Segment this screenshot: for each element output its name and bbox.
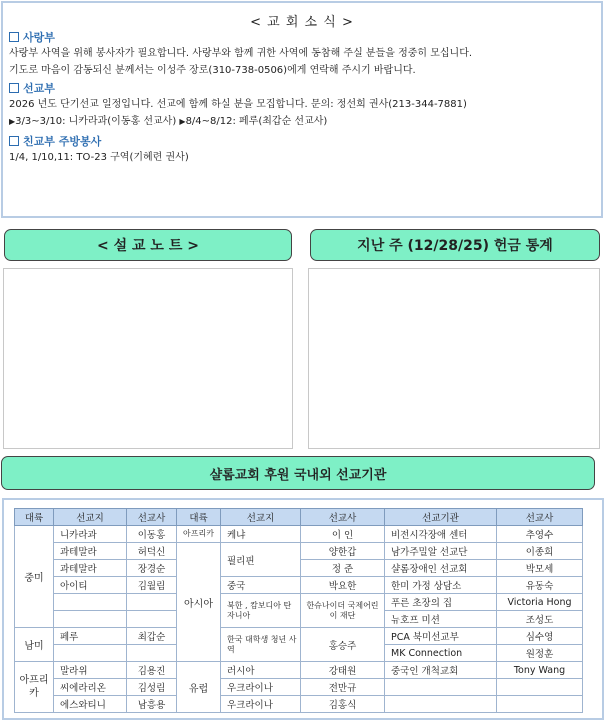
missionary: 원정훈 <box>497 645 583 662</box>
mission-field: 페루 <box>54 628 127 645</box>
missionary: 최갑순 <box>127 628 177 645</box>
table-row <box>15 679 583 696</box>
table-row <box>15 543 583 560</box>
mission-org: 뉴호프 미션 <box>385 611 497 628</box>
table-row <box>15 696 583 713</box>
mission-org: MK Connection <box>385 645 497 662</box>
missionary: 유동숙 <box>497 577 583 594</box>
mission-org: 남가주밀알 선교단 <box>385 543 497 560</box>
section-heading: 사랑부 <box>23 31 55 44</box>
mission-org: 샬롬장애인 선교회 <box>385 560 497 577</box>
missionary: 조성도 <box>497 611 583 628</box>
mission-org <box>385 679 497 696</box>
missionary: 이동홍 <box>127 526 177 543</box>
church-news-title: < 교 회 소 식 > <box>250 15 354 30</box>
mission-org: PCA 북미선교부 <box>385 628 497 645</box>
missionary: Tony Wang <box>497 662 583 679</box>
column-header: 선교지 <box>54 509 127 526</box>
missionary: 강태원 <box>301 662 385 679</box>
missionary: 심수영 <box>497 628 583 645</box>
region-cell: 중미 <box>15 526 54 628</box>
table-row <box>15 662 583 679</box>
missionary <box>127 611 177 628</box>
missionary: 이종희 <box>497 543 583 560</box>
news-line: 2026 년도 단기선교 일정입니다. 선교에 함께 하실 분을 모집합니다. 문의: 정선희 권사(213-344-7881) <box>9 99 467 110</box>
table-row <box>15 577 583 594</box>
mission-field <box>54 645 127 662</box>
column-header: 선교사 <box>497 509 583 526</box>
missionary: 김홍식 <box>301 696 385 713</box>
mission-field: 중국 <box>221 577 301 594</box>
mission-field: 우크라이나 <box>221 679 301 696</box>
missionary: 추영수 <box>497 526 583 543</box>
mission-org: 푸른 초장의 집 <box>385 594 497 611</box>
missions-table <box>14 508 583 713</box>
missionary: 허덕신 <box>127 543 177 560</box>
missionary: 박요한 <box>301 577 385 594</box>
missionary: 이 인 <box>301 526 385 543</box>
missionary: 한슈나이더 국제어린이 재단 <box>301 594 385 628</box>
section-heading: 선교부 <box>23 82 55 95</box>
mission-field: 과테말라 <box>54 560 127 577</box>
mission-org <box>385 696 497 713</box>
mission-field: 씨에라리온 <box>54 679 127 696</box>
column-header: 선교지 <box>221 509 301 526</box>
offering-stats-header: 지난 주 (12/28/25) 헌금 통계 <box>310 229 600 261</box>
missionary <box>497 679 583 696</box>
section-fellowship <box>9 133 189 166</box>
missionary <box>127 645 177 662</box>
table-row <box>15 526 583 543</box>
column-header: 선교사 <box>127 509 177 526</box>
news-line: 사랑부 사역을 위해 봉사자가 필요합니다. 사랑부와 함께 귀한 사역에 동참해 주실 분들을 정중히 모십니다. <box>9 48 473 59</box>
mission-field: 한국 대학생 청년 사역 <box>221 628 301 662</box>
mission-field: 북한 , 캄보디아 탄자니아 <box>221 594 301 628</box>
region-cell: 아프리카 <box>15 662 54 713</box>
mission-org: 비전시각장애 센터 <box>385 526 497 543</box>
checkbox-square-icon <box>9 32 19 42</box>
mission-field <box>54 594 127 611</box>
missionary: Victoria Hong <box>497 594 583 611</box>
news-line: 1/4, 1/10,11: TO-23 구역(기혜련 권사) <box>9 152 189 163</box>
mission-field: 니카라과 <box>54 526 127 543</box>
missionary: 양한갑 <box>301 543 385 560</box>
section-heading: 친교부 주방봉사 <box>23 135 102 148</box>
column-header: 대륙 <box>15 509 54 526</box>
table-header-row <box>15 509 583 526</box>
trip-item: 3/3~3/10: 니카라과(이동홍 선교사) <box>15 116 177 127</box>
missionary <box>127 594 177 611</box>
triangle-right-icon: ▶ <box>9 117 16 126</box>
triangle-right-icon: ▶ <box>179 117 186 126</box>
mission-field: 에스와티니 <box>54 696 127 713</box>
region-cell: 유럽 <box>177 662 221 713</box>
missionary: 박모세 <box>497 560 583 577</box>
missionary: 장경순 <box>127 560 177 577</box>
region-cell: 아프리카 <box>177 526 221 543</box>
mission-field: 러시아 <box>221 662 301 679</box>
offering-stats-pane <box>308 268 600 449</box>
mission-field <box>54 611 127 628</box>
column-header: 대륙 <box>177 509 221 526</box>
missionary: 김월림 <box>127 577 177 594</box>
mission-org: 중국인 개척교회 <box>385 662 497 679</box>
mission-org: 한미 가정 상담소 <box>385 577 497 594</box>
missionary: 전만규 <box>301 679 385 696</box>
section-mission <box>9 80 467 130</box>
mission-field: 아이티 <box>54 577 127 594</box>
missionary <box>497 696 583 713</box>
mission-field: 말라위 <box>54 662 127 679</box>
sermon-notes-pane[interactable] <box>3 268 293 449</box>
table-row <box>15 594 583 611</box>
missionary: 김성림 <box>127 679 177 696</box>
sermon-notes-header: < 설 교 노 트 > <box>4 229 292 261</box>
column-header: 선교사 <box>301 509 385 526</box>
trip-item: 8/4~8/12: 페루(최갑순 선교사) <box>185 116 328 127</box>
region-cell: 아시아 <box>177 543 221 662</box>
missionary: 김용진 <box>127 662 177 679</box>
column-header: 선교기관 <box>385 509 497 526</box>
table-row <box>15 628 583 645</box>
checkbox-square-icon <box>9 136 19 146</box>
mission-field: 우크라이나 <box>221 696 301 713</box>
missionary: 정 준 <box>301 560 385 577</box>
checkbox-square-icon <box>9 83 19 93</box>
mission-field: 과테말라 <box>54 543 127 560</box>
news-line: 기도로 마음이 감동되신 분께서는 이성주 장로(310-738-0506)에게 연락해 주시기 바랍니다. <box>9 65 416 76</box>
region-cell: 남미 <box>15 628 54 662</box>
missions-header: 샬롬교회 후원 국내외 선교기관 <box>1 456 595 490</box>
mission-field: 필리핀 <box>221 543 301 577</box>
missionary: 남흥용 <box>127 696 177 713</box>
mission-field: 케냐 <box>221 526 301 543</box>
section-sarangbu <box>9 29 472 79</box>
missionary: 홍승주 <box>301 628 385 662</box>
